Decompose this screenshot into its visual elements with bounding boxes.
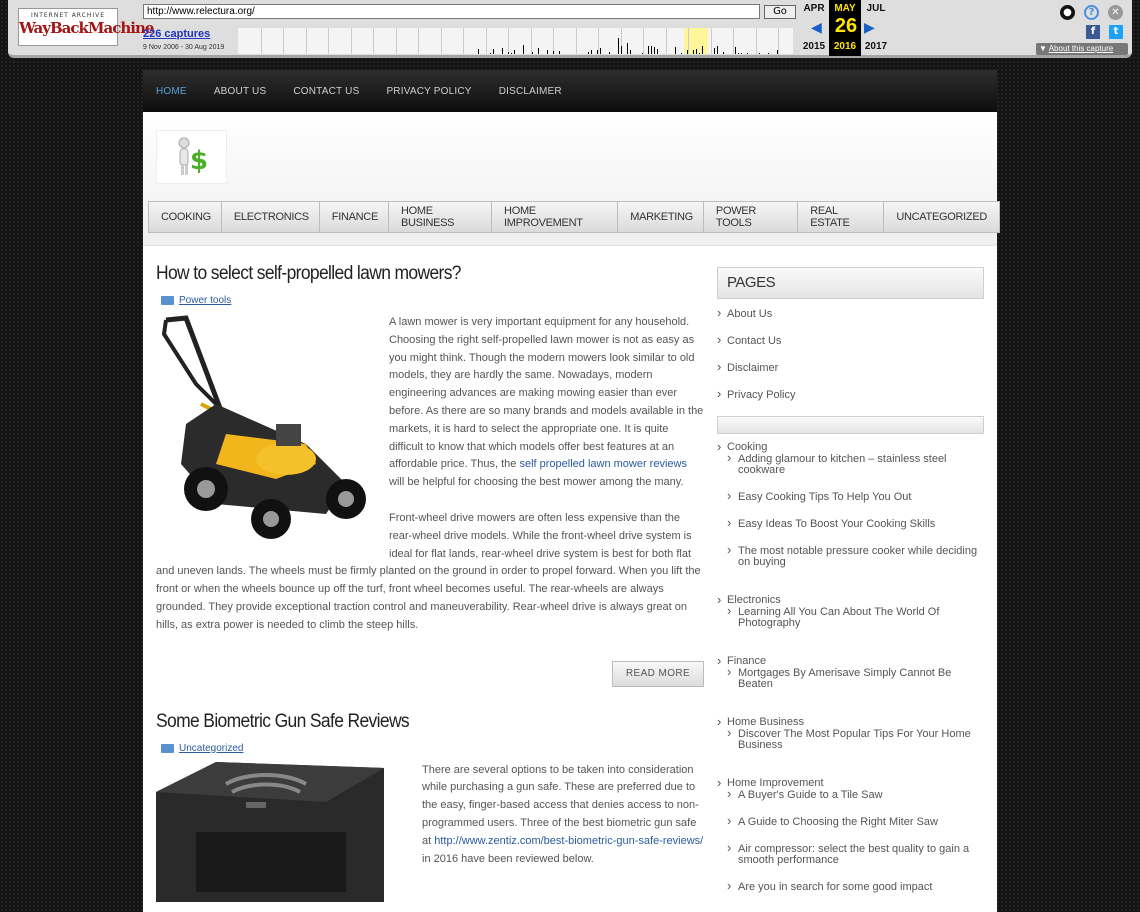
categories-widget-header [717,416,984,434]
sparkline-capture-bar [675,47,676,54]
sparkline-capture-bar [597,50,598,54]
lawn-mower-image [156,314,371,542]
gun-safe-icon [156,762,404,902]
sparkline-capture-bar [654,47,655,54]
sparkline-year-divider [328,28,329,54]
current-month-label: MAY [834,3,856,14]
site-header [143,112,997,246]
pages-item-contact-us[interactable]: › Contact Us [717,335,984,362]
tree-item[interactable]: › Are you in search for some good impact [727,882,984,893]
sparkline-year-divider [508,28,509,54]
sparkline-capture-bar [490,53,491,54]
sparkline-capture-bar [693,50,694,54]
sparkline-capture-bar [588,52,589,54]
tree-group-label[interactable]: › Electronics [727,594,781,606]
tree-item[interactable]: › Air compressor: select the best quality to gain a smooth performance [727,844,984,866]
sparkline-year-divider [688,28,689,54]
sparkline-year-divider [463,28,464,54]
post-paragraph: Front-wheel drive mowers are often less expensive than the rear-wheel drive models. While the front-wheel drive system is ideal for flat lands, rear-wheel drive system is best for both flat and uneven lands. The wheels must be firmly planted on the ground in order to propel forward. When you lift the front or when the wheels bounce up off the turf, front wheel becomes useful. The rear-wheels are always grounded. They provide exceptional traction control and maneuverability. Rear-wheel drive is always great on hills, as extra power is needed to climb the steep hills. [156,511,701,631]
tree-item[interactable]: › Adding glamour to kitchen – stainless steel cookware [727,454,984,476]
category-home-business[interactable]: HOME BUSINESS [388,201,494,233]
sparkline-capture-bar [699,53,700,54]
tree-group-electronics [717,595,984,629]
category-electronics[interactable]: ELECTRONICS [221,201,322,233]
sparkline-year-divider [283,28,284,54]
sparkline-capture-bar [651,46,652,54]
category-power-tools[interactable]: POWER TOOLS [703,201,800,233]
tree-group-cooking [717,442,984,568]
user-icon[interactable]: ● [1060,5,1075,20]
sparkline-year-divider [733,28,734,54]
post-title[interactable]: Some Biometric Gun Safe Reviews [156,710,410,732]
wayback-toolbar [8,0,1132,58]
tree-items [727,729,984,751]
category-finance[interactable]: FINANCE [319,201,391,233]
post-category [156,295,704,306]
sparkline-capture-bar [735,47,736,54]
sparkline-capture-bar [738,53,739,54]
sparkline-year-divider [396,28,397,54]
sparkline-capture-bar [747,53,748,54]
tree-item[interactable]: › Mortgages By Amerisave Simply Cannot Be Beaten [727,668,984,690]
sparkline-capture-bar [696,49,697,54]
tree-items [727,790,984,893]
sparkline-year-divider [441,28,442,54]
topnav-contact-us[interactable]: CONTACT US [293,85,360,97]
post-title[interactable]: How to select self-propelled lawn mowers? [156,263,461,284]
sparkline-capture-bar [777,50,778,54]
sparkline-year-divider [261,28,262,54]
post-inline-link[interactable]: self propelled lawn mower reviews [519,458,687,471]
wayback-go-button[interactable]: Go [764,5,796,19]
topnav-about-us[interactable]: ABOUT US [213,85,267,97]
wayback-prev-arrow-icon[interactable]: ◀ [811,20,822,36]
post-category [156,743,704,754]
gun-safe-image [156,762,404,902]
next-year-label: 2017 [864,41,888,52]
tree-item[interactable]: › Easy Cooking Tips To Help You Out [727,492,984,503]
sparkline-year-divider [598,28,599,54]
sparkline-capture-bar [621,46,622,54]
category-uncategorized[interactable]: UNCATEGORIZED [883,201,1000,233]
post-text: in 2016 have been reviewed below. [422,852,594,865]
sparkline-year-divider [351,28,352,54]
about-capture-label: About this capture [1048,44,1114,53]
pages-item-privacy-policy[interactable]: › Privacy Policy [717,389,984,416]
sparkline-capture-bar [741,53,742,54]
sparkline-year-divider [576,28,577,54]
sparkline-capture-bar [600,48,601,54]
tree-group-home-improvement [717,778,984,893]
wayback-next-month[interactable] [860,0,892,52]
topnav-disclaimer[interactable]: DISCLAIMER [498,85,562,97]
pages-item-about-us[interactable]: › About Us [717,308,984,335]
tree-item[interactable]: › The most notable pressure cooker while deciding on buying [727,546,984,568]
tree-item[interactable]: › A Guide to Choosing the Right Miter Saw [727,817,984,828]
tree-group-label[interactable]: › Finance [727,655,767,667]
sparkline-year-divider [666,28,667,54]
category-real-estate[interactable]: REAL ESTATE [797,201,886,233]
tree-group-finance [717,656,984,690]
sparkline-capture-bar [514,50,515,54]
wayback-next-arrow-icon[interactable]: ▶ [864,20,875,36]
sparkline-year-divider [711,28,712,54]
sparkline-capture-bar [687,50,688,54]
lawn-mower-icon [156,314,371,542]
sparkline-capture-bar [717,46,718,54]
sparkline-capture-bar [493,49,494,54]
sparkline-capture-bar [657,49,658,54]
sparkline-year-divider [306,28,307,54]
sparkline-capture-bar [759,53,760,54]
sidebar [717,267,984,912]
topnav-home[interactable]: HOME [156,85,187,97]
sparkline-capture-bar [511,53,512,54]
tree-item[interactable]: › Discover The Most Popular Tips For Your Home Business [727,729,984,751]
sparkline-capture-bar [559,51,560,54]
site-container [143,70,997,912]
sparkline-capture-bar [547,50,548,54]
sparkline-capture-bar [648,46,649,54]
svg-text:$: $ [189,146,208,176]
topnav-privacy-policy[interactable]: PRIVACY POLICY [386,85,472,97]
category-cooking[interactable]: COOKING [148,201,224,233]
tree-group-home-business [717,717,984,751]
sparkline-year-divider [486,28,487,54]
sparkline-year-divider [778,28,779,54]
about-capture-button[interactable]: ▼ About this capture [1036,43,1128,55]
post-body [156,314,704,687]
read-more-button[interactable]: READ MORE [612,661,704,687]
post [156,263,704,687]
sparkline-capture-bar [618,38,619,54]
post-text: A lawn mower is very important equipment for any household. Choosing the right self-propelled lawn mower is not as easy as you might think. Though the modern mowers look similar to old models, they are hardly the same. Nowadays, modern engineering advances are making mowing easier than ever before. As there are so many brands and models available in the markets, it is hard to select the appropriate one. It is quite difficult to know that which models offer best features at an affordable price. Thus, the [389,316,704,471]
tree-group-label[interactable]: › Home Business [727,716,805,728]
post-category-link[interactable]: Power tools [179,295,232,306]
sparkline-capture-bar [591,50,592,54]
sparkline-capture-bar [681,53,682,54]
post-category-link[interactable]: Uncategorized [179,742,244,754]
pages-widget-title: PAGES [717,267,984,299]
sparkline-capture-bar [532,52,533,54]
facebook-icon[interactable]: f [1086,25,1100,39]
sparkline-capture-bar [642,53,643,54]
tree-group-label[interactable]: › Cooking [727,441,768,453]
sparkline-capture-bar [508,52,509,54]
wayback-prev-month[interactable] [798,0,830,52]
category-home-improvement[interactable]: HOME IMPROVEMENT [491,201,620,233]
site-logo[interactable] [156,130,227,184]
post-inline-link[interactable]: http://www.zentiz.com/best-biometric-gun-safe-reviews/ [434,834,704,847]
pages-item-disclaimer[interactable]: › Disclaimer [717,362,984,389]
prev-year-label: 2015 [802,41,826,52]
sparkline-capture-bar [723,52,724,54]
post-text: There are several options to be taken into consideration while purchasing a gun safe. These are preferred due to the easy, finger-based access that denies access to non-programmed users. Three of the best biometric gun safe at [422,763,699,847]
sparkline-capture-bar [538,48,539,54]
sparkline-capture-bar [702,46,703,54]
category-navigation [148,201,997,233]
next-month-label: JUL [866,3,886,14]
wayback-capture-sparkline[interactable] [238,28,793,54]
post [156,711,704,869]
tree-item[interactable]: › Learning All You Can About The World Of Photography [727,607,984,629]
category-marketing[interactable]: MARKETING [617,201,706,233]
tree-items [727,668,984,690]
tree-item[interactable]: › Easy Ideas To Boost Your Cooking Skills [727,519,984,530]
sparkline-year-divider [418,28,419,54]
post-text: will be helpful for choosing the best mower among the many. [389,476,684,489]
wayback-captures-link[interactable]: 226 captures [143,28,211,40]
tree-items [727,454,984,568]
tree-item[interactable]: › A Buyer's Guide to a Tile Saw [727,790,984,801]
sparkline-capture-bar [630,50,631,54]
sparkline-capture-bar [768,53,769,54]
wayback-current-day: 26 [834,15,858,37]
folder-icon [161,744,174,753]
category-tree [717,442,984,893]
sparkline-capture-bar [553,51,554,54]
sparkline-year-divider [756,28,757,54]
help-icon[interactable]: ? [1084,5,1099,20]
wayback-url-input[interactable]: http://www.relectura.org/ [143,4,760,19]
sparkline-year-divider [531,28,532,54]
sparkline-capture-bar [502,48,503,54]
prev-month-label: APR [803,3,825,14]
wayback-logo-text: WayBackMachine [19,19,154,37]
wayback-capture-range: 9 Nov 2006 - 30 Aug 2019 [143,44,225,51]
folder-icon [161,296,174,305]
tree-items [727,607,984,629]
sparkline-capture-bar [609,52,610,54]
main-content [156,263,704,906]
sparkline-capture-bar [478,49,479,54]
pages-list [717,308,984,416]
money-person-icon [172,135,212,179]
sparkline-year-divider [373,28,374,54]
post-body [156,762,704,869]
sparkline-capture-bar [627,43,628,54]
sparkline-year-divider [643,28,644,54]
sparkline-capture-bar [523,45,524,54]
current-year-label: 2016 [833,41,857,52]
top-navigation [143,70,997,112]
sparkline-capture-bar [714,48,715,54]
wayback-logo[interactable] [18,8,154,46]
wayback-logo-top: INTERNET ARCHIVE [30,12,106,19]
twitter-icon[interactable]: t [1109,25,1123,39]
close-icon[interactable]: ✕ [1108,5,1123,20]
tree-group-label[interactable]: › Home Improvement [727,777,824,789]
